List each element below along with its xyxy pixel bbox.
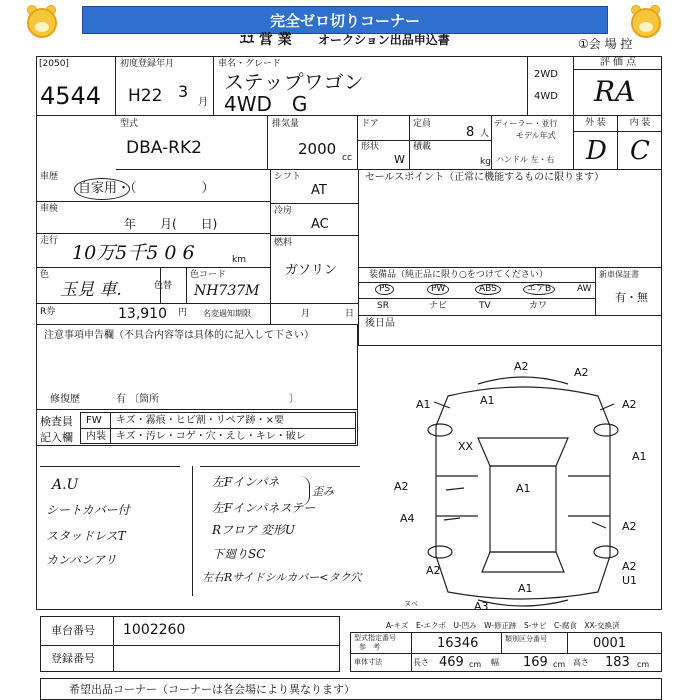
notes-label: 注意事項申告欄（不具合内容等は具体的に記入して下さい） xyxy=(44,330,314,341)
new-car-warranty-label: 新車保証書 xyxy=(599,270,639,279)
spec-number-block xyxy=(350,632,662,672)
mileage-value: 10万5千5 0 6 xyxy=(72,242,195,264)
lot-cell: [2050] 4544 xyxy=(36,56,116,116)
note-left-2: スタッドレスT xyxy=(46,529,126,543)
width-unit: cm xyxy=(553,660,566,669)
damage-mark-a2-front: A2 xyxy=(514,360,529,373)
damage-diagram xyxy=(378,356,660,614)
equip-abs: ABS xyxy=(475,284,501,295)
shape-label: 形状 xyxy=(358,140,409,154)
load-label: 積載 xyxy=(410,140,491,154)
interior-check-label: 内装 xyxy=(86,431,106,442)
damage-mark-a1-front-left: A1 xyxy=(416,398,431,411)
first-registration-label: 初度登録年月 xyxy=(120,59,175,69)
damage-mark-a2-right: A2 xyxy=(622,398,637,411)
displacement-value: 2000 xyxy=(298,140,337,158)
interior-grade: C xyxy=(630,136,650,166)
equipment-cell xyxy=(358,268,662,316)
inspection-label: 車検 xyxy=(40,204,59,214)
handwritten-notes xyxy=(40,460,360,600)
name-change-day: 日 xyxy=(345,309,355,319)
registration-era-year: H22 xyxy=(128,86,163,106)
color-change-label: 色替 xyxy=(154,281,173,291)
windshield-shape xyxy=(478,438,568,466)
note-side: 歪み xyxy=(312,485,334,498)
fuel-label: 燃料 xyxy=(274,238,293,248)
chassis-label: 車台番号 xyxy=(51,624,95,637)
sales-point-label: セールスポイント（正常に機能するものに限ります） xyxy=(365,172,605,183)
chassis-value: 1002260 xyxy=(123,622,186,638)
damage-mark-a2-rear-left: A2 xyxy=(426,564,441,577)
tax-unit: 円 xyxy=(178,308,188,318)
shift-value: AT xyxy=(311,183,327,198)
height-value: 183 xyxy=(605,655,630,670)
note-left-1: シートカバー付 xyxy=(46,503,130,517)
registration-month-unit: 月 xyxy=(198,97,208,108)
inspector-label: 検査員 xyxy=(40,415,73,428)
damage-mark-a1-right-door: A1 xyxy=(632,450,647,463)
wheel-front-right-shape xyxy=(594,424,618,436)
name-change-label: 名変過知期限 xyxy=(203,309,251,318)
equip-leather: カワ xyxy=(529,301,548,311)
model-value: DBA-RK2 xyxy=(126,138,202,158)
note-right-0: 左Fインパネ xyxy=(212,475,280,489)
mascot-bear-left-icon xyxy=(22,2,62,38)
exterior-grade: D xyxy=(586,136,607,166)
interior-marks: キズ・汚レ・コゲ・穴・えし・キレ・破レ xyxy=(116,431,306,442)
damage-mark-a3: A3 xyxy=(474,600,489,613)
equipment-label: 装備品（純正品に限り○をつけてください） xyxy=(369,270,548,280)
car-name-cell xyxy=(214,56,528,116)
length-unit: cm xyxy=(469,660,482,669)
mileage-label: 走行 xyxy=(40,236,59,246)
model-year-label: モデル年式 xyxy=(516,131,556,140)
capacity-cell xyxy=(410,116,492,170)
capacity-value: 8 xyxy=(466,125,475,140)
tax-value: 13,910 xyxy=(118,306,167,322)
rear-bumper-shape xyxy=(478,600,568,606)
dealer-cell xyxy=(492,116,574,170)
equip-navi: ナビ xyxy=(429,301,448,311)
capacity-unit: 人 xyxy=(480,129,490,139)
damage-mark-a1-rear: A1 xyxy=(518,582,533,595)
color-row xyxy=(36,268,270,304)
history-value: 自家用・（ ） xyxy=(78,181,215,196)
model-class-value: 16346 xyxy=(437,636,479,651)
registration-month: 3 xyxy=(178,82,189,101)
mascot-bear-right-icon xyxy=(626,2,666,38)
height-label: 高さ xyxy=(573,658,589,667)
name-change-month: 月 xyxy=(301,309,311,319)
body-size-label: 車体寸法 xyxy=(354,658,382,666)
damage-mark-a2-front-right: A2 xyxy=(574,366,589,379)
fw-label: FW xyxy=(86,415,102,426)
drive-4wd: 4WD xyxy=(534,91,558,102)
damage-mark-a1-roof: A1 xyxy=(516,482,531,495)
repair-value: 有 〔箇所 〕 xyxy=(116,394,300,405)
displacement-label: 排気量 xyxy=(272,119,300,129)
history-label: 車歴 xyxy=(40,172,59,182)
car-name-label: 車名・グレード xyxy=(218,59,282,69)
venue-copy-label: ①会 場 控 xyxy=(578,37,633,51)
category-label: 類別区分番号 xyxy=(505,635,547,643)
score-label: 評 価 点 xyxy=(574,56,662,70)
recorder-label: 記入欄 xyxy=(40,431,73,444)
shift-cell xyxy=(270,170,358,204)
aircon-label: 冷房 xyxy=(274,206,293,216)
sheet-code: 2050 xyxy=(42,59,66,69)
equip-airbag: エアB xyxy=(523,284,555,295)
load-unit: kg xyxy=(480,157,491,167)
damage-legend: A-キズ E-エクボ U-凹み W-修正跡 S-サビ C-腐食 XX-交換済 xyxy=(386,621,620,630)
note-left-0: A.U xyxy=(52,477,79,493)
displacement-cell xyxy=(268,116,358,170)
capacity-label: 定員 xyxy=(413,119,432,129)
width-value: 169 xyxy=(523,655,548,670)
damage-mark-a1-hood: A1 xyxy=(480,394,495,407)
dealer-label: ディーラー・並行 xyxy=(494,119,558,128)
sales-point-cell xyxy=(358,170,662,268)
drive-2wd: 2WD xyxy=(534,69,558,80)
damage-mark-a2-left-door: A2 xyxy=(394,480,409,493)
note-right-1: 左Fインパネステー xyxy=(212,501,316,515)
mileage-unit: km xyxy=(232,255,246,265)
tax-label: R券 xyxy=(40,307,56,317)
fw-marks: キズ・霧痕・ヒビ割・リペア跡・×要 xyxy=(116,415,284,426)
handle-label: ハンドル 左・右 xyxy=(496,155,555,164)
footer-mark: ヌベ xyxy=(404,600,418,608)
front-bumper-shape xyxy=(478,377,568,384)
wheel-rear-right-shape xyxy=(594,546,618,558)
registration-number-label: 登録番号 xyxy=(51,652,95,665)
model-label: 型式 xyxy=(120,119,139,129)
damage-mark-a2-rear-right: A2 xyxy=(622,560,637,573)
roof-shape xyxy=(490,466,556,552)
history-row xyxy=(36,170,270,202)
wish-corner-row xyxy=(40,678,662,700)
wheel-rear-left-shape xyxy=(428,546,452,558)
equip-aw: AW xyxy=(577,284,592,294)
mileage-row xyxy=(36,234,270,268)
name-change-cell xyxy=(203,304,358,324)
auction-logo: ﾕﾕ 営 業 xyxy=(240,32,292,48)
category-value: 0001 xyxy=(593,636,627,651)
fuel-value: ガソリン xyxy=(285,263,338,278)
equip-tv: TV xyxy=(479,301,491,311)
shift-label: シフト xyxy=(274,172,302,182)
first-registration-cell xyxy=(116,56,214,116)
repair-label: 修復歴 xyxy=(50,394,80,405)
width-label: 幅 xyxy=(491,658,499,667)
note-right-3: 下廻りSC xyxy=(212,547,266,561)
color-label: 色 xyxy=(40,270,50,280)
score-value: RA xyxy=(594,75,636,108)
form-title: オークション出品申込書 xyxy=(318,33,450,47)
fuel-cell xyxy=(270,236,358,304)
color-value: 玉見 車. xyxy=(60,280,122,300)
note-right-2: Rフロア 変形U xyxy=(212,523,295,537)
length-value: 469 xyxy=(439,655,464,670)
rear-window-shape xyxy=(482,552,564,572)
equip-pw: PW xyxy=(427,284,449,295)
aircon-cell xyxy=(270,204,358,236)
score-cell xyxy=(574,56,662,116)
color-code-value: NH737M xyxy=(194,283,260,299)
drive-cell xyxy=(528,56,574,116)
interior-exterior-cell xyxy=(574,116,662,170)
new-car-warranty-value: 有・無 xyxy=(615,291,648,304)
length-label: 長さ xyxy=(413,658,429,667)
rear-items-label: 後日品 xyxy=(365,318,395,329)
door-cell xyxy=(358,116,410,170)
damage-mark-a4-left: A4 xyxy=(400,512,415,525)
height-unit: cm xyxy=(637,660,650,669)
chassis-block xyxy=(40,616,340,672)
exterior-label: 外 装 xyxy=(585,118,606,128)
inspector-cell xyxy=(36,410,358,446)
damage-mark-u1: U1 xyxy=(622,574,638,587)
car-name: ステップワゴン xyxy=(224,70,364,94)
equip-sr: SR xyxy=(377,301,389,311)
inspection-row xyxy=(36,202,270,234)
damage-mark-xx: XX xyxy=(458,440,474,453)
notes-cell xyxy=(36,324,358,410)
wheel-front-left-shape xyxy=(428,424,452,436)
aircon-value: AC xyxy=(311,217,329,232)
car-grade: 4WD G xyxy=(224,92,308,116)
wish-corner-label: 希望出品コーナー（コーナーは各会場により異なります） xyxy=(69,683,355,696)
interior-label: 内 装 xyxy=(629,118,651,128)
ref-label: 参 考 xyxy=(359,643,380,651)
banner-title: 完全ゼロ切りコーナー xyxy=(82,6,608,34)
color-code-label: 色コード xyxy=(190,270,227,280)
lot-number: 4544 xyxy=(40,82,102,110)
damage-mark-a2-right-rear: A2 xyxy=(622,520,637,533)
shape-value: W xyxy=(394,153,405,166)
door-label: ドア xyxy=(361,119,379,129)
equip-ps: PS xyxy=(375,284,394,295)
note-left-3: カンバンアリ xyxy=(46,553,117,567)
rear-items-cell xyxy=(358,316,662,346)
history-circle xyxy=(74,178,130,200)
inspection-value: 年 月( 日) xyxy=(124,217,218,231)
displacement-unit: cc xyxy=(342,153,352,163)
model-cell xyxy=(116,116,268,170)
note-right-4: 左右Rサイドシルカバー<タク穴 xyxy=(202,571,362,584)
model-class-label: 型式指定番号 xyxy=(354,634,396,642)
